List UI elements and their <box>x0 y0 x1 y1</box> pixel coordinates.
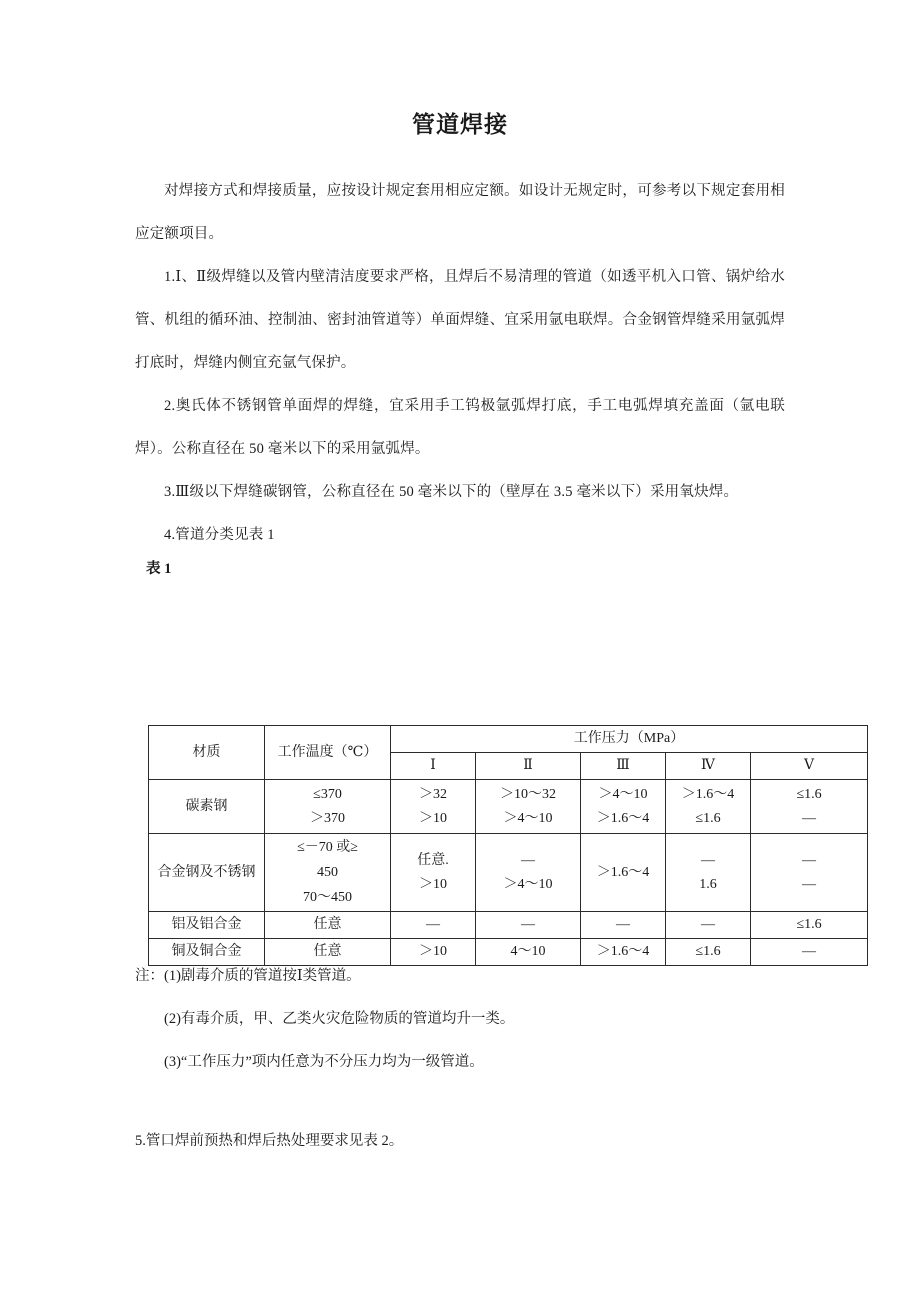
note-3: (3)“工作压力”项内任意为不分压力均为一级管道。 <box>164 1054 484 1070</box>
cell-class-3: — <box>581 912 666 939</box>
cell-temperature: 任意 <box>265 939 391 966</box>
paragraph-4: 4.管道分类见表 1 <box>164 526 275 543</box>
header-class-1: Ⅰ <box>391 753 476 780</box>
cell-class-4: ≤1.6 <box>666 939 751 966</box>
temp-line: ＞370 <box>310 810 345 826</box>
paragraph-2: 2.奥氏体不锈钢管单面焊的焊缝，宜采用手工钨极氩弧焊打底，手工电弧焊填充盖面（氩电联焊）。公称直径在 50 毫米以下的采用氩弧焊。 <box>135 397 785 457</box>
paragraph-3: 3.Ⅲ级以下焊缝碳钢管，公称直径在 50 毫米以下的（壁厚在 3.5 毫米以下）采用氧炔焊。 <box>164 483 739 500</box>
cell-material: 铜及铜合金 <box>149 939 265 966</box>
value-line: ＞4～10 <box>503 876 553 892</box>
cell-class-2: 4～10 <box>476 939 581 966</box>
cell-class-3 <box>581 834 666 912</box>
page-title: 管道焊接 <box>412 111 508 137</box>
header-class-2: Ⅱ <box>476 753 581 780</box>
paragraph-5: 5.管口焊前预热和焊后热处理要求见表 2。 <box>135 1133 404 1149</box>
notes-label: 注： <box>135 968 164 984</box>
cell-material: 铝及铝合金 <box>149 912 265 939</box>
table-notes <box>135 955 785 1084</box>
table-row <box>149 834 868 912</box>
paragraph-1: 1.Ⅰ、Ⅱ级焊缝以及管内壁清洁度要求严格，且焊后不易清理的管道（如透平机入口管、锅炉给水管、机组的循环油、控制油、密封油管道等）单面焊缝、宜采用氩电联焊。合金钢管焊缝采用氩弧焊打底时，焊缝内侧宜充氩气保护。 <box>135 268 785 371</box>
cell-class-4 <box>666 780 751 834</box>
value-line: ＞1.6～4 <box>596 864 650 880</box>
value-line: — <box>802 852 817 868</box>
header-class-5: Ⅴ <box>751 753 868 780</box>
cell-class-3 <box>581 780 666 834</box>
pipe-classification-table <box>148 725 868 966</box>
pipe-classification-table-wrapper <box>148 725 822 966</box>
cell-class-2: — <box>476 912 581 939</box>
cell-temperature <box>265 780 391 834</box>
value-line: ≤1.6 <box>695 810 721 826</box>
temp-line: 450 <box>317 865 338 880</box>
cell-class-1 <box>391 834 476 912</box>
value-line: ＞4～10 <box>598 786 648 802</box>
value-line: — <box>701 852 715 868</box>
value-line: ＞4～10 <box>503 810 553 826</box>
value-line: ＞32 <box>419 786 447 802</box>
note-1-text: (1)剧毒介质的管道按Ⅰ类管道。 <box>164 968 361 984</box>
value-line: 任意. <box>417 852 449 868</box>
temp-line: 70～450 <box>303 890 352 905</box>
cell-class-5 <box>751 780 868 834</box>
document-body <box>135 0 785 581</box>
header-class-3: Ⅲ <box>581 753 666 780</box>
header-class-4: Ⅳ <box>666 753 751 780</box>
note-1 <box>135 955 785 998</box>
value-line: — <box>521 852 535 868</box>
value-line: ＞10 <box>419 876 447 892</box>
value-line: ≤1.6 <box>796 786 822 802</box>
value-line: ＞1.6～4 <box>596 810 650 826</box>
cell-class-2 <box>476 834 581 912</box>
intro-paragraph: 对焊接方式和焊接质量，应按设计规定套用相应定额。如设计无规定时，可参考以下规定套用相应定额项目。 <box>135 182 785 242</box>
header-pressure-group: 工作压力（MPa） <box>391 726 868 753</box>
cell-class-4: — <box>666 912 751 939</box>
cell-class-5: ≤1.6 <box>751 912 868 939</box>
table-row <box>149 912 868 939</box>
value-line: ＞1.6～4 <box>681 786 735 802</box>
temp-line: ≤370 <box>313 786 342 802</box>
temp-line: ≤－70 或≥ <box>297 840 358 855</box>
cell-class-1: — <box>391 912 476 939</box>
value-line: ＞10 <box>419 810 447 826</box>
note-2: (2)有毒介质，甲、乙类火灾危险物质的管道均升一类。 <box>164 1011 515 1027</box>
cell-material: 合金钢及不锈钢 <box>149 834 265 912</box>
value-line: ＞10～32 <box>500 786 556 802</box>
cell-class-5 <box>751 834 868 912</box>
table-caption: 表 1 <box>146 560 172 577</box>
tail-paragraph-wrapper <box>135 1120 785 1163</box>
cell-temperature <box>265 834 391 912</box>
cell-class-5: — <box>751 939 868 966</box>
cell-class-2 <box>476 780 581 834</box>
value-line: — <box>802 810 817 826</box>
cell-class-3: ＞1.6～4 <box>581 939 666 966</box>
header-temperature: 工作温度（℃） <box>265 726 391 780</box>
cell-class-4 <box>666 834 751 912</box>
cell-class-1: ＞10 <box>391 939 476 966</box>
header-material: 材质 <box>149 726 265 780</box>
value-line: — <box>802 876 817 892</box>
table-header-row-top <box>149 726 868 753</box>
cell-class-1 <box>391 780 476 834</box>
value-line: 1.6 <box>699 876 717 892</box>
table-row <box>149 780 868 834</box>
cell-temperature: 任意 <box>265 912 391 939</box>
cell-material: 碳素钢 <box>149 780 265 834</box>
